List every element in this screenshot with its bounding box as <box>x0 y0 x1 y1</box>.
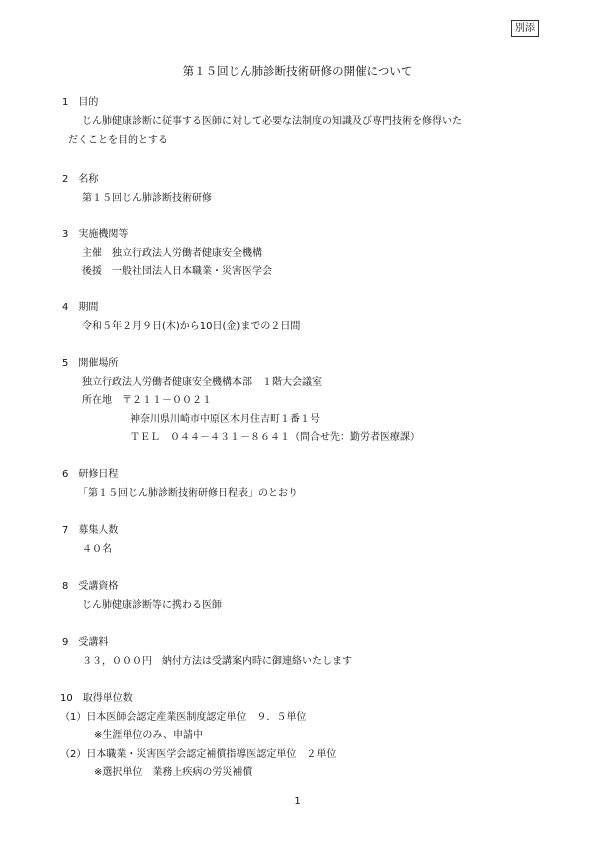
section-10-item-1: （1）日本医師会認定産業医制度認定単位 ９．５単位 <box>60 712 307 723</box>
section-5-phone: ＴＥＬ ０４４－４３１－８６４１（問合せ先：勤労者医療課） <box>130 432 420 443</box>
section-3-organizer: 主催 独立行政法人労働者健康安全機構 <box>82 248 262 259</box>
section-1-heading: 1 目的 <box>62 97 99 108</box>
section-10-item-1-note: ※生涯単位のみ、申請中 <box>94 730 203 741</box>
page-title: 第１５回じん肺診断技術研修の開催について <box>182 64 413 78</box>
section-4-heading: 4 期間 <box>62 302 99 313</box>
section-5-address: 神奈川県川崎市中原区木月住吉町１番１号 <box>130 414 320 425</box>
section-9-heading: 9 受講料 <box>62 637 109 648</box>
section-5-heading: 5 開催場所 <box>62 358 119 369</box>
section-8-heading: 8 受講資格 <box>62 581 119 592</box>
section-3-supporter: 後援 一般社団法人日本職業・災害医学会 <box>82 266 272 277</box>
section-7-count: ４０名 <box>82 544 112 555</box>
section-9-fee: ３３，０００円 納付方法は受講案内時に御連絡いたします <box>82 656 352 667</box>
section-2-heading: 2 名称 <box>62 174 99 185</box>
section-4-period: 令和５年２月９日(木)から10日(金)までの２日間 <box>82 321 301 332</box>
section-5-postal-code: 所在地 〒２１１－００２１ <box>82 395 212 406</box>
section-5-venue: 独立行政法人労働者健康安全機構本部 １階大会議室 <box>82 377 322 388</box>
section-1-text-line-2: だくことを目的とする <box>68 135 168 146</box>
section-7-heading: 7 募集人数 <box>62 525 119 536</box>
section-2-text: 第１５回じん肺診断技術研修 <box>82 193 212 204</box>
section-10-item-2: （2）日本職業・災害医学会認定補償指導医認定単位 ２単位 <box>60 749 337 760</box>
section-3-heading: 3 実施機関等 <box>62 229 129 240</box>
section-8-text: じん肺健康診断等に携わる医師 <box>82 600 222 611</box>
section-6-heading: 6 研修日程 <box>62 469 119 480</box>
section-6-text: 「第１５回じん肺診断技術研修日程表」のとおり <box>78 488 298 499</box>
page-number: 1 <box>294 796 301 807</box>
section-10-item-2-note: ※選択単位 業務上疾病の労災補償 <box>94 767 253 778</box>
attachment-tag: 別添 <box>511 20 539 37</box>
section-10-heading: 10 取得単位数 <box>60 693 133 704</box>
section-1-text-line-1: じん肺健康診断に従事する医師に対して必要な法制度の知識及び専門技術を修得いた <box>82 116 462 127</box>
